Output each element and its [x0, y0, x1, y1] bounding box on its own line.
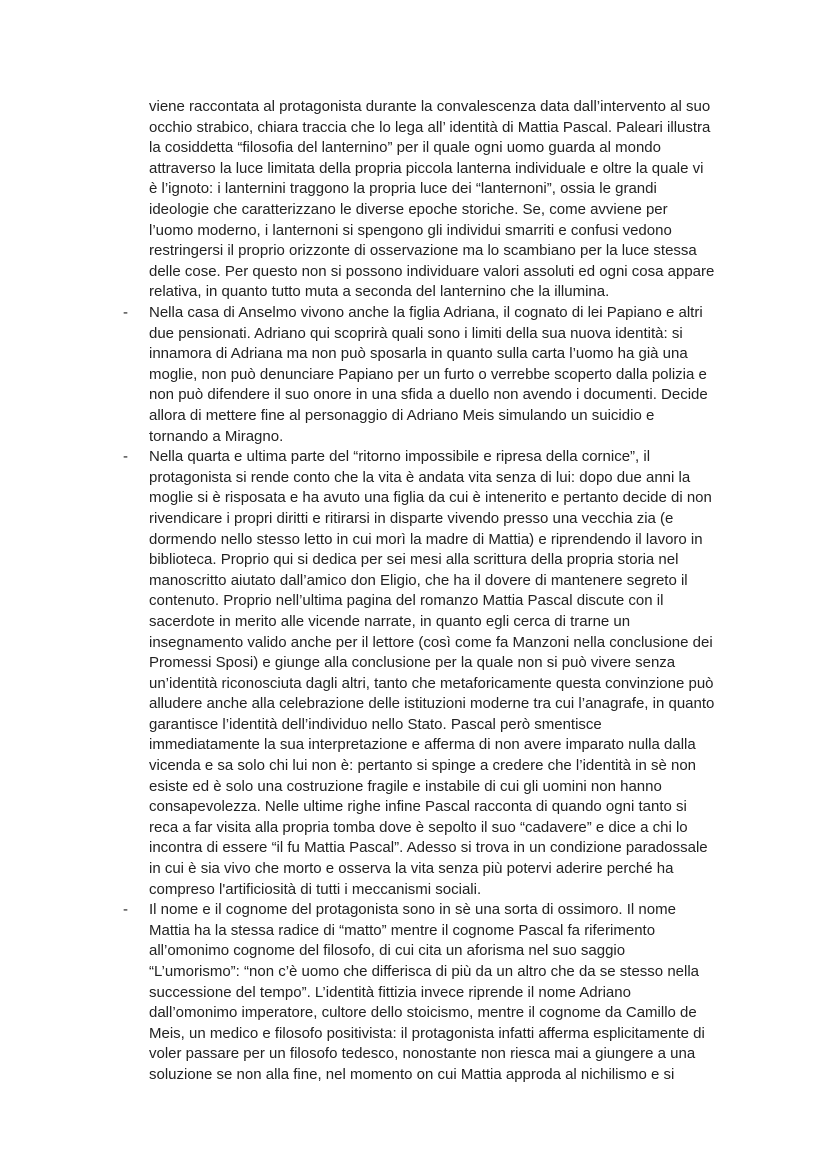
- text-line: insegnamento valido anche per il lettore (così come fa Manzoni nella conclusione dei: [149, 633, 713, 651]
- text-line: immediatamente la sua interpretazione e afferma di non avere imparato nulla dalla: [149, 736, 696, 754]
- bullet-dash: -: [123, 448, 128, 466]
- text-line: restringersi il proprio orizzonte di osservazione ma lo scambiano per la luce stessa: [149, 242, 697, 260]
- text-line: relativa, in quanto tutto muta a seconda del lanternino che la illumina.: [149, 283, 610, 301]
- text-line: Il nome e il cognome del protagonista sono in sè una sorta di ossimoro. Il nome: [149, 901, 676, 919]
- text-line: tornando a Miragno.: [149, 427, 284, 445]
- text-line: è l’ignoto: i lanternini traggono la propria luce dei “lanternoni”, ossia le grandi: [149, 180, 657, 198]
- text-line: protagonista si rende conto che la vita è andata vita senza di lui: dopo due anni la: [149, 468, 691, 486]
- list-item: [119, 303, 739, 447]
- intro-paragraph: [149, 97, 739, 303]
- text-line: delle cose. Per questo non si possono individuare valori assoluti ed ogni cosa appare: [149, 262, 715, 280]
- text-line: successione del tempo”. L’identità fittizia invece riprende il nome Adriano: [149, 983, 631, 1001]
- text-line: “L’umorismo”: “non c’è uomo che differisca di più da un altro che da se stesso nella: [149, 963, 700, 980]
- bullet-dash: -: [123, 901, 128, 919]
- list-item-text: [149, 900, 739, 1085]
- text-line: consapevolezza. Nelle ultime righe infine Pascal racconta di quando ogni tanto si: [149, 798, 687, 816]
- text-line: contenuto. Proprio nell’ultima pagina del romanzo Mattia Pascal discute con il: [149, 592, 664, 610]
- text-line: compreso l'artificiosità di tutti i meccanismi sociali.: [149, 880, 482, 898]
- text-line: ideologie che caratterizzano le diverse epoche storiche. Se, come avviene per: [149, 200, 668, 218]
- list-item: [119, 447, 739, 900]
- list-item: [119, 900, 739, 1085]
- bullet-dash: -: [123, 304, 128, 321]
- text-line: soluzione se non alla fine, nel momento on cui Mattia approda al nichilismo e si: [149, 1065, 675, 1083]
- text-line: due pensionati. Adriano qui scoprirà quali sono i limiti della sua nuova identità: si: [149, 324, 683, 342]
- text-line: l’uomo moderno, i lanternoni si spengono gli individui smarriti e confusi vedono: [149, 221, 672, 239]
- text-line: Meis, un medico e filosofo positivista: il protagonista infatti afferma esplicitamente di: [149, 1024, 705, 1042]
- text-line: dall’omonimo imperatore, cultore dello stoicismo, mentre il cognome da Camillo de: [149, 1004, 697, 1022]
- text-line: non può difendere il suo onore in una sfida a duello non avendo i documenti. Decide: [149, 386, 708, 404]
- text-line: Nella casa di Anselmo vivono anche la figlia Adriana, il cognato di lei Papiano e altri: [149, 304, 703, 321]
- text-line: alludere anche alla celebrazione delle istituzioni moderne tra cui l’anagrafe, in quanto: [149, 695, 715, 713]
- text-line: Mattia ha la stessa radice di “matto” mentre il cognome Pascal fa riferimento: [149, 921, 656, 939]
- list-item-text: [149, 447, 739, 900]
- text-line: reca a far visita alla propria tomba dove è sepolto il suo “cadavere” e dice a chi lo: [149, 818, 688, 836]
- text-line: esiste ed è solo una costruzione fragile e instabile di cui gli uomini non hanno: [149, 777, 662, 795]
- text-line: allora di mettere fine al personaggio di Adriano Meis simulando un suicidio e: [149, 406, 655, 424]
- text-line: in cui è sia vivo che morto e osserva la vita senza più potervi aderire perché ha: [149, 860, 674, 878]
- text-line: manoscritto aiutato dall’amico don Eligio, che ha il dovere di mantenere segreto il: [149, 571, 688, 589]
- text-line: occhio strabico, chiara traccia che lo lega all’ identità di Mattia Pascal. Paleari illustra: [149, 118, 711, 136]
- text-line: vicenda e sa solo chi lui non è: pertanto si spinge a credere che l’identità in sè non: [149, 757, 697, 775]
- text-line: Promessi Sposi) e giunge alla conclusione per la quale non si può vivere senza: [149, 654, 676, 672]
- text-line: moglie, non può denunciare Papiano per un furto o verrebbe scoperto dalla polizia e: [149, 365, 707, 383]
- text-line: all’omonimo cognome del filosofo, di cui cita un aforisma nel suo saggio: [149, 942, 626, 960]
- text-line: voler passare per un filosofo tedesco, nonostante non riesca mai a giungere a una: [149, 1045, 696, 1063]
- text-line: dormendo nello stesso letto in cui morì la madre di Mattia) e riprendendo il lavoro in: [149, 530, 703, 548]
- text-line: un’identità riconosciuta dagli altri, tanto che metaforicamente questa convinzione può: [149, 674, 714, 692]
- text-line: incontra di essere “il fu Mattia Pascal”. Adesso si trova in un condizione paradossale: [149, 839, 708, 857]
- text-line: rivendicare i propri diritti e ritirarsi in disparte vivendo presso una vecchia zia (e: [149, 509, 674, 527]
- text-line: la cosiddetta “filosofia del lanternino” per il quale ogni uomo guarda al mondo: [149, 139, 661, 157]
- text-line: sacerdote in merito alle vicende narrate, in quanto egli cerca di trarne un: [149, 612, 631, 630]
- text-line: Nella quarta e ultima parte del “ritorno impossibile e ripresa della cornice”, il: [149, 448, 651, 466]
- text-line: moglie si è risposata e ha avuto una figlia da cui è intenerito e pertanto decide di non: [149, 489, 712, 507]
- bullet-list: [119, 303, 739, 1086]
- list-item-text: [149, 303, 739, 447]
- text-line: attraverso la luce limitata della propria piccola lanterna individuale e oltre la quale vi: [149, 159, 704, 177]
- text-line: viene raccontata al protagonista durante la convalescenza data dall’intervento al suo: [149, 98, 711, 115]
- text-line: innamora di Adriana ma non può sposarla in quanto sulla carta l’uomo ha già una: [149, 345, 688, 363]
- text-line: biblioteca. Proprio qui si dedica per sei mesi alla scrittura della propria storia nel: [149, 551, 679, 569]
- text-line: garantisce l’identità dell’individuo nello Stato. Pascal però smentisce: [149, 715, 602, 733]
